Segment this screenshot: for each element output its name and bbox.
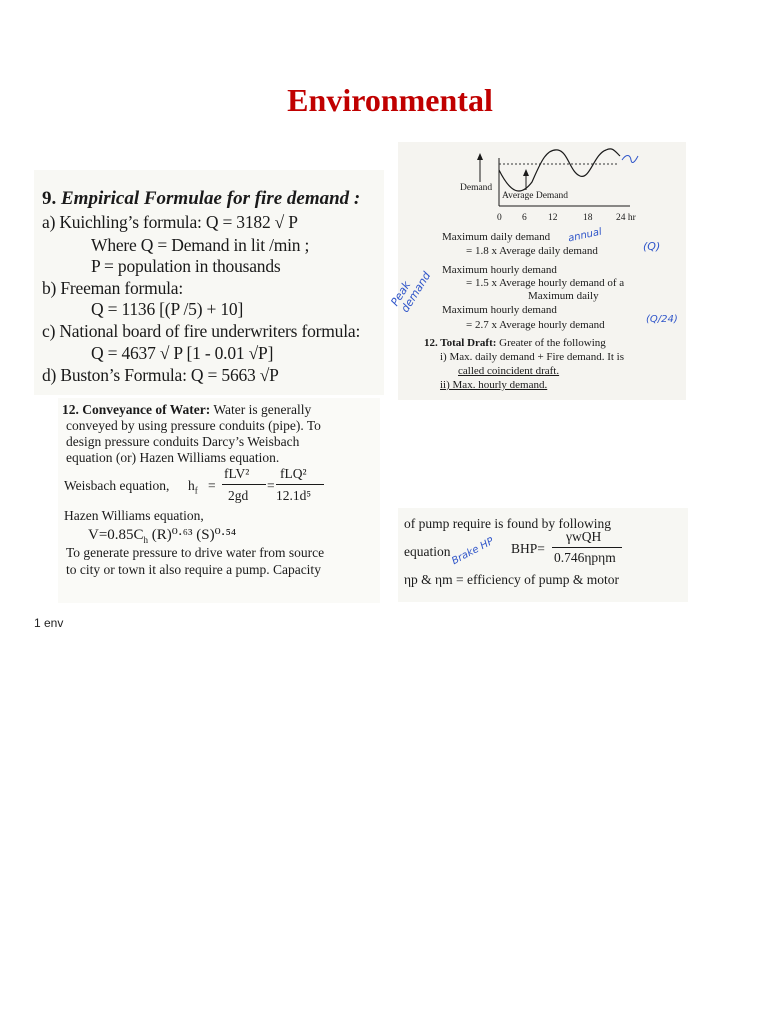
total-draft-item-ii: ii) Max. hourly demand. xyxy=(440,379,548,391)
page-title: Environmental xyxy=(287,82,493,118)
conveyance-line-2: conveyed by using pressure conduits (pipe). To xyxy=(66,418,321,433)
handwritten-q-over-24: (Q/24) xyxy=(646,314,678,325)
bhp-denominator: 0.746ηpηm xyxy=(554,550,616,565)
equals-2: = xyxy=(267,478,275,493)
conveyance-heading: 12. Conveyance of Water: xyxy=(62,402,211,417)
max-hourly-formula-2: = 2.7 x Average hourly demand xyxy=(466,319,605,331)
handwritten-q: (Q) xyxy=(643,240,661,253)
tick-label: 0 xyxy=(497,213,502,223)
page-footer: 1 env xyxy=(34,616,64,630)
tick-label: 12 xyxy=(548,213,558,223)
pump-capacity-line: to city or town it also require a pump. Capacity xyxy=(66,562,321,577)
weisbach-num-2: fLQ² xyxy=(280,466,307,481)
handwritten-curve-mark xyxy=(622,156,638,163)
max-hourly-demand: Maximum hourly demand xyxy=(442,264,557,276)
weisbach-label: Weisbach equation, xyxy=(64,478,170,493)
bhp-fraction-bar xyxy=(552,547,622,548)
hazen-equation xyxy=(88,525,236,545)
demand-curve xyxy=(499,149,620,191)
conveyance-line-1-rest: Water is generally xyxy=(213,402,312,417)
hf-subscript: f xyxy=(194,485,198,496)
hazen-subscript: h xyxy=(143,535,149,545)
kuichling-formula: a) Kuichling’s formula: Q = 3182 √ P xyxy=(42,212,298,232)
conveyance-scan xyxy=(58,398,380,603)
weisbach-hf xyxy=(188,478,198,496)
weisbach-num-1: fLV² xyxy=(224,466,250,481)
efficiency-line: ηp & ηm = efficiency of pump & motor xyxy=(404,572,619,587)
hf-symbol: h xyxy=(188,478,195,493)
bhp-label: BHP= xyxy=(511,541,545,556)
total-draft-item-i: i) Max. daily demand + Fire demand. It is xyxy=(440,351,624,363)
national-board-title: c) National board of fire underwriters formula: xyxy=(42,321,361,341)
hazen-rest: (R)⁰·⁶³ (S)⁰·⁵⁴ xyxy=(151,527,237,543)
bhp-numerator: γwQH xyxy=(566,529,602,544)
pump-scan xyxy=(398,508,688,602)
handwritten-brake-hp: Brake HP xyxy=(450,535,496,568)
tick-label: 24 hr xyxy=(616,213,636,223)
conveyance-line-1 xyxy=(62,402,311,418)
max-hourly-demand-2: Maximum hourly demand xyxy=(442,304,557,316)
demand-axis-label: Demand xyxy=(460,183,493,193)
kuichling-where: Where Q = Demand in lit /min ; xyxy=(91,235,310,255)
section-9-title: Empirical Formulae for fire demand : xyxy=(61,188,361,209)
pump-line-1: of pump require is found by following xyxy=(404,516,611,531)
tick-label: 6 xyxy=(522,213,527,223)
conveyance-line-4: equation (or) Hazen Williams equation. xyxy=(66,450,280,465)
handwritten-peak-demand: Peak demand xyxy=(388,269,434,315)
max-hourly-daily: Maximum daily xyxy=(528,290,599,302)
weisbach-den-2: 12.1d⁵ xyxy=(276,488,312,503)
total-draft xyxy=(424,337,606,349)
hazen-v: V=0.85C xyxy=(88,527,144,543)
tick-label: 18 xyxy=(583,213,593,223)
section-9-heading xyxy=(42,188,360,210)
kuichling-population: P = population in thousands xyxy=(91,256,281,276)
section-9-number: 9. xyxy=(42,188,57,209)
equals-1: = xyxy=(208,478,216,493)
demand-arrow-head xyxy=(477,153,483,160)
max-daily-demand: Maximum daily demand xyxy=(442,231,551,243)
freeman-title: b) Freeman formula: xyxy=(42,278,184,298)
demand-chart-scan xyxy=(398,142,686,400)
fraction-bar-1 xyxy=(222,484,266,485)
total-draft-heading: 12. Total Draft: xyxy=(424,337,497,349)
max-hourly-formula: = 1.5 x Average hourly demand of a xyxy=(466,277,625,289)
handwritten-annual: annual xyxy=(567,226,603,245)
total-draft-text: Greater of the following xyxy=(499,337,606,349)
buston-formula: d) Buston’s Formula: Q = 5663 √P xyxy=(42,365,279,385)
fraction-bar-2 xyxy=(276,484,324,485)
freeman-formula: Q = 1136 [(P /5) + 10] xyxy=(91,299,244,319)
generate-pressure-line: To generate pressure to drive water from source xyxy=(66,545,325,560)
average-arrow-head xyxy=(523,169,529,176)
coincident-draft: called coincident draft. xyxy=(458,365,560,377)
max-daily-formula: = 1.8 x Average daily demand xyxy=(466,245,598,257)
weisbach-den-1: 2gd xyxy=(228,488,249,503)
hazen-label: Hazen Williams equation, xyxy=(64,508,204,523)
section-9-scan xyxy=(34,170,384,395)
average-demand-label: Average Demand xyxy=(502,191,569,201)
pump-equation-label: equation xyxy=(404,544,451,559)
conveyance-line-3: design pressure conduits Darcy’s Weisbach xyxy=(66,434,300,449)
national-board-formula: Q = 4637 √ P [1 - 0.01 √P] xyxy=(91,343,274,363)
